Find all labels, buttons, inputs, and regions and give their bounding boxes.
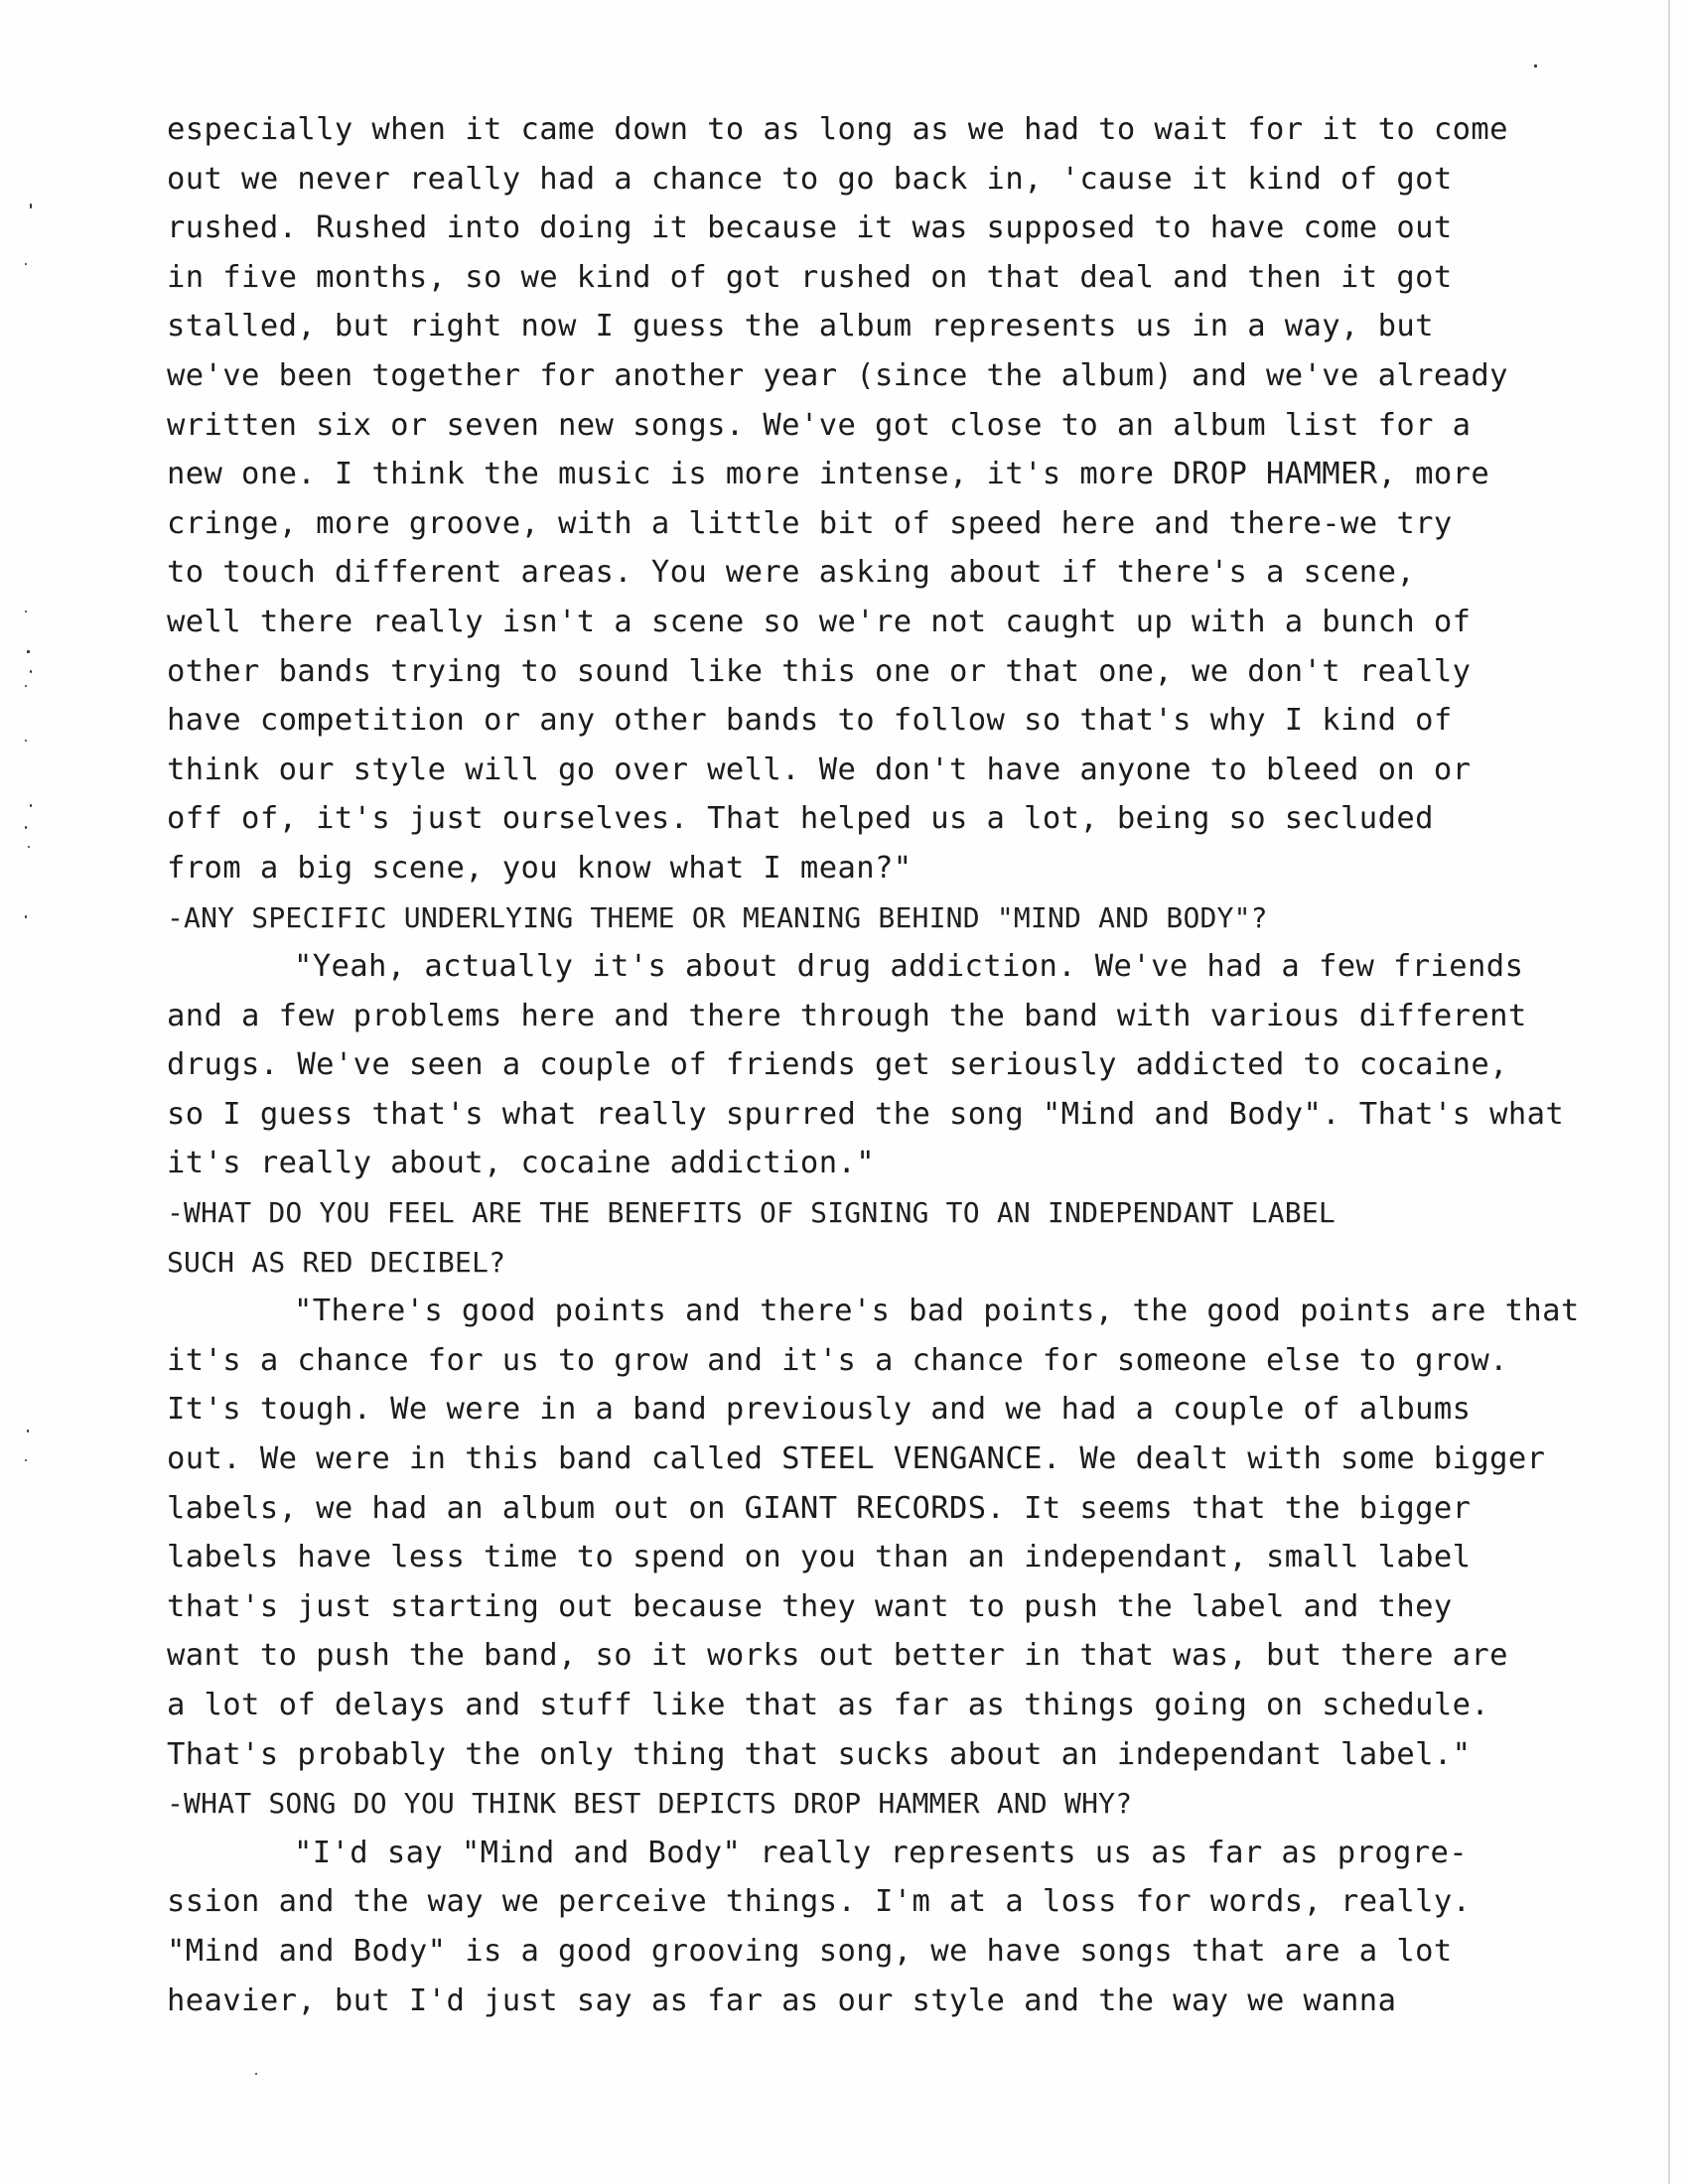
interview-question-line: SUCH AS RED DECIBEL? — [167, 1245, 506, 1279]
text-line: have competition or any other bands to follow so that's why I kind of — [167, 703, 1453, 739]
text-line: to touch different areas. You were asking about if there's a scene, — [167, 555, 1416, 591]
text-line: it's really about, cocaine addiction." — [167, 1146, 875, 1181]
text-line: think our style will go over well. We don't have anyone to bleed on or — [167, 751, 1472, 787]
text-line: stalled, but right now I guess the album represents us in a way, but — [167, 309, 1434, 344]
text-line: off of, it's just ourselves. That helped us a lot, being so secluded — [167, 801, 1434, 837]
scan-speck — [25, 1459, 27, 1461]
scan-speck — [30, 804, 32, 807]
text-line: cringe, more groove, with a little bit of speed here and there-we try — [167, 505, 1453, 541]
interview-text — [167, 105, 1656, 2025]
scan-speck — [25, 740, 27, 742]
text-line: drugs. We've seen a couple of friends get seriously addicted to cocaine, — [167, 1047, 1508, 1083]
text-line: from a big scene, you know what I mean?" — [167, 850, 913, 886]
scan-speck — [27, 650, 30, 653]
interview-question-line: -WHAT SONG DO YOU THINK BEST DEPICTS DROP HAMMER AND WHY? — [167, 1787, 1133, 1821]
interview-question-line: -ANY SPECIFIC UNDERLYING THEME OR MEANING BEHIND "MIND AND BODY"? — [167, 900, 1268, 934]
scan-speck — [30, 204, 32, 208]
text-line: "There's good points and there's bad points, the good points are that — [294, 1294, 1580, 1329]
text-line: "Mind and Body" is a good grooving song, we have songs that are a lot — [167, 1933, 1453, 1969]
text-line: want to push the band, so it works out better in that was, but there are — [167, 1638, 1508, 1674]
text-line: well there really isn't a scene so we're not caught up with a bunch of — [167, 604, 1472, 639]
text-line: "Yeah, actually it's about drug addiction. We've had a few friends — [294, 949, 1524, 985]
text-line: out we never really had a chance to go back in, 'cause it kind of got — [167, 161, 1453, 197]
text-line: ssion and the way we perceive things. I'm at a loss for words, really. — [167, 1884, 1472, 1920]
scan-edge-line — [1668, 0, 1670, 2184]
text-line: it's a chance for us to grow and it's a chance for someone else to grow. — [167, 1342, 1508, 1378]
text-line: in five months, so we kind of got rushed on that deal and then it got — [167, 259, 1453, 295]
text-line: That's probably the only thing that sucks about an independant label." — [167, 1736, 1472, 1772]
text-line: that's just starting out because they want to push the label and they — [167, 1588, 1453, 1624]
scan-speck — [25, 263, 27, 265]
scan-speck — [25, 826, 27, 829]
text-line: labels, we had an album out on GIANT RECORDS. It seems that the bigger — [167, 1490, 1472, 1526]
scan-speck — [25, 685, 27, 687]
text-line: It's tough. We were in a band previously and we had a couple of albums — [167, 1392, 1472, 1428]
text-line: labels have less time to spend on you than an independant, small label — [167, 1540, 1472, 1575]
scan-speck — [30, 670, 32, 673]
text-line: rushed. Rushed into doing it because it was supposed to have come out — [167, 210, 1453, 246]
text-line: out. We were in this band called STEEL VENGANCE. We dealt with some bigger — [167, 1441, 1546, 1477]
scan-speck — [1534, 65, 1537, 68]
text-line: heavier, but I'd just say as far as our style and the way we wanna — [167, 1982, 1397, 2018]
text-line: a lot of delays and stuff like that as far as things going on schedule. — [167, 1688, 1490, 1722]
interview-question-line: -WHAT DO YOU FEEL ARE THE BENEFITS OF SIGNING TO AN INDEPENDANT LABEL — [167, 1196, 1336, 1230]
text-line: "I'd say "Mind and Body" really represents us as far as progre- — [294, 1835, 1469, 1870]
text-line: especially when it came down to as long as we had to wait for it to come — [167, 112, 1508, 147]
text-line: new one. I think the music is more intense, it's more DROP HAMMER, more — [167, 457, 1490, 492]
text-line: and a few problems here and there through the band with various different — [167, 998, 1527, 1033]
text-line: written six or seven new songs. We've got close to an album list for a — [167, 407, 1472, 443]
scan-speck — [255, 2073, 257, 2075]
scan-speck — [25, 915, 27, 918]
text-line: we've been together for another year (since the album) and we've already — [167, 357, 1508, 393]
text-line: other bands trying to sound like this one or that one, we don't really — [167, 653, 1472, 689]
text-line: so I guess that's what really spurred the song "Mind and Body". That's what — [167, 1096, 1565, 1132]
scan-speck — [28, 846, 30, 848]
scan-speck — [25, 611, 27, 613]
scan-speck — [27, 1430, 29, 1433]
